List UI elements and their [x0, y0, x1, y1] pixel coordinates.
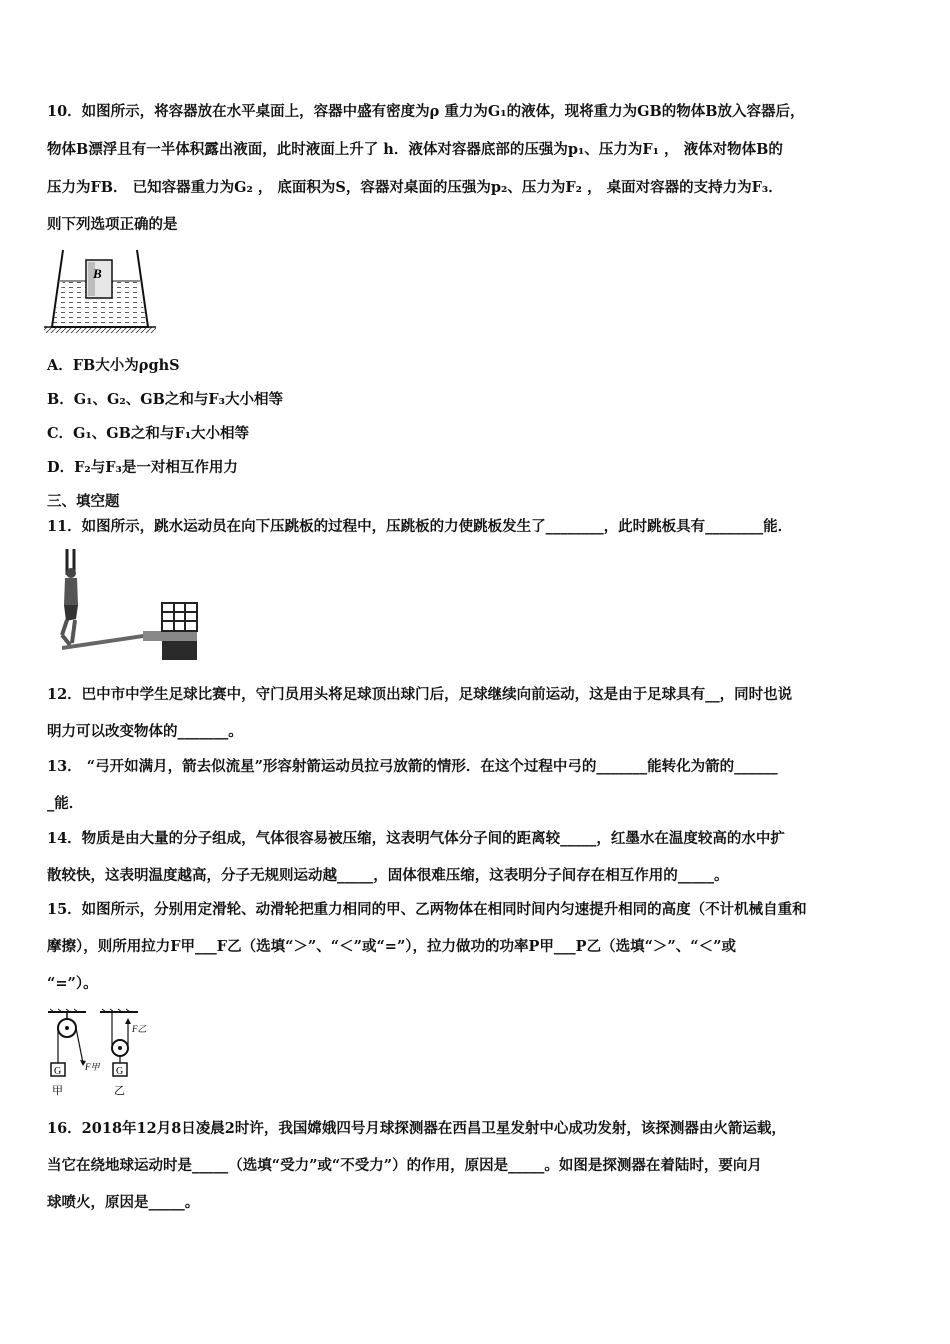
- weight-right-label: G: [116, 1066, 124, 1077]
- q10-option-d: D．F₂与F₃是一对相互作用力: [47, 459, 238, 476]
- q16-line-1: 16．2018年12月8日凌晨2时许，我国嫦娥四号月球探测器在西昌卫星发射中心成功发射，该探测器由火箭运载，: [47, 1120, 786, 1137]
- diver: [62, 549, 78, 645]
- q10-option-b: B．G₁、G₂、GB之和与F₃大小相等: [47, 391, 284, 408]
- table-surface: [44, 327, 156, 333]
- right-pulley-label: 乙: [114, 1085, 125, 1097]
- q16-line-3: 球喷火，原因是_____。: [47, 1194, 200, 1211]
- container-figure: [44, 245, 156, 335]
- q15-line-3: “=”）。: [47, 975, 98, 992]
- q10-option-c: C．G₁、GB之和与F₁大小相等: [47, 425, 250, 442]
- q14-line-1: 14．物质是由大量的分子组成，气体很容易被压缩，这表明气体分子间的距离较_____，红墨水在温度较高的水中扩: [47, 830, 785, 847]
- stand-grid: [162, 603, 197, 631]
- q10-line-2: 物体B漂浮且有一半体积露出液面，此时液面上升了 h．液体对容器底部的压强为p₁、压力为F₁ ， 液体对物体B的: [47, 141, 783, 158]
- left-pulley-label: 甲: [52, 1085, 63, 1097]
- q15-line-2: 摩擦），则所用拉力F甲___F乙（选填“＞”、“＜”或“=”），拉力做功的功率P甲___P乙（选填“＞”、“＜”或: [47, 938, 736, 955]
- weight-left-label: G: [54, 1066, 62, 1077]
- q10-line-4: 则下列选项正确的是: [47, 216, 178, 233]
- q10-line-1: 10．如图所示，将容器放在水平桌面上，容器中盛有密度为ρ 重力为G₁的液体，现将重力为GB的物体B放入容器后，: [47, 103, 805, 120]
- block-b-label: B: [93, 266, 102, 281]
- board-base: [143, 631, 197, 641]
- q12-line-2: 明力可以改变物体的_______。: [47, 723, 243, 740]
- q10-option-a: A．FB大小为ρghS: [47, 357, 180, 374]
- q14-line-2: 散较快，这表明温度越高，分子无规则运动越_____，固体很难压缩，这表明分子间存在相互作用的_____。: [47, 867, 729, 884]
- q10-line-3: 压力为FB． 已知容器重力为G₂ ， 底面积为S，容器对桌面的压强为p₂、压力为F₂ ， 桌面对容器的支持力为F₃．: [47, 179, 783, 196]
- q13-line-2: _能．: [47, 795, 84, 812]
- diver-figure: [50, 545, 200, 660]
- q16-line-2: 当它在绕地球运动时是_____（选填“受力”或“不受力”）的作用，原因是_____。如图是探测器在着陆时，要向月: [47, 1157, 762, 1174]
- stand-block: [162, 641, 197, 660]
- springboard: [62, 633, 150, 650]
- force-right-label: F乙: [132, 1024, 147, 1034]
- section-title: 三、填空题: [47, 493, 120, 510]
- pulley-figure: [40, 1008, 170, 1104]
- q13-line-1: 13． “弓开如满月，箭去似流星”形容射箭运动员拉弓放箭的情形．在这个过程中弓的_______能转化为箭的______: [47, 758, 778, 775]
- q11-line-1: 11．如图所示，跳水运动员在向下压跳板的过程中，压跳板的力使跳板发生了________，此时跳板具有________能．: [47, 518, 793, 535]
- force-left-label: F甲: [85, 1062, 100, 1072]
- q12-line-1: 12．巴中市中学生足球比赛中，守门员用头将足球顶出球门后，足球继续向前运动，这是由于足球具有__，同时也说: [47, 686, 793, 703]
- q15-line-1: 15．如图所示，分别用定滑轮、动滑轮把重力相同的甲、乙两物体在相同时间内匀速提升相同的高度（不计机械自重和: [47, 901, 807, 918]
